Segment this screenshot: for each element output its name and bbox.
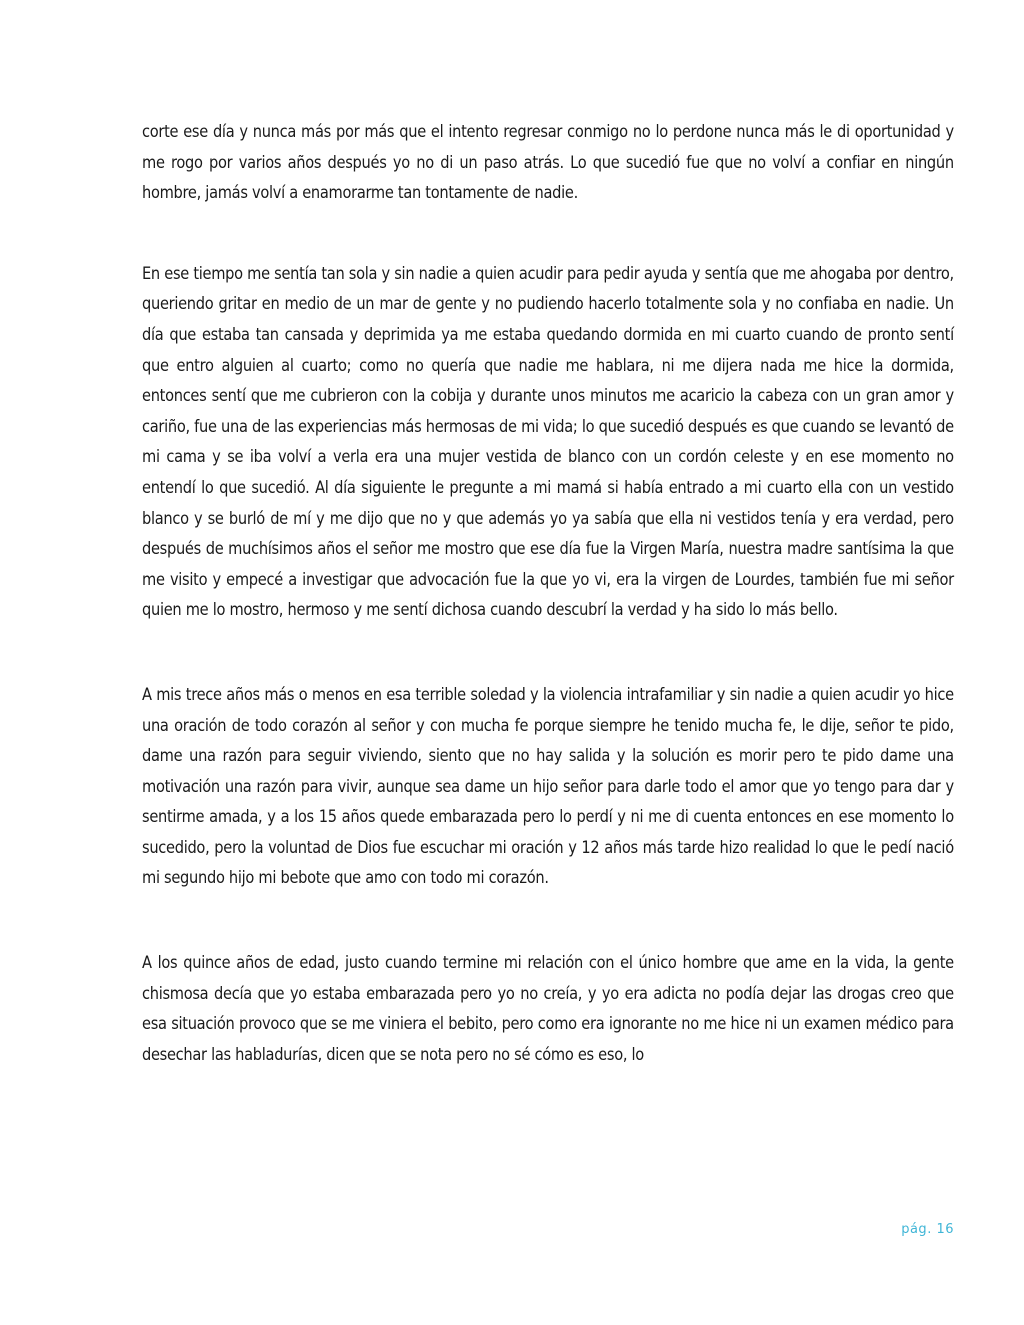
- paragraph-2: En ese tiempo me sentía tan sola y sin nadie a quien acudir para pedir ayuda y sentía que me ahogaba por dentro, queriendo gritar en medio de un mar de gente y no pudiendo hacerlo totalmente sola y no confiaba en nadie. Un día que estaba tan cansada y deprimida ya me estaba quedando dormida en mi cuarto cuando de pronto sentí que entro alguien al cuarto; como no quería que nadie me hablara, ni me dijera nada me hice la dormida, entonces sentí que me cubrieron con la cobija y durante unos minutos me acaricio la cabeza con un gran amor y cariño, fue una de las experiencias más hermosas de mi vida; lo que sucedió después es que cuando se levantó de mi cama y se iba volví a verla era una mujer vestida de blanco con un cordón celeste y en ese momento no entendí lo que sucedió. Al día siguiente le pregunte a mi mamá si había entrado a mi cuarto ella con un vestido blanco y se burló de mí y me dijo que no y que además yo ya sabía que ella ni vestidos tenía y era verdad, pero después de muchísimos años el señor me mostro que ese día fue la Virgen María, nuestra madre santísima la que me visito y empecé a investigar que advocación fue la que yo vi, era la virgen de Lourdes, también fue mi señor quien me lo mostro, hermoso y me sentí dichosa cuando descubrí la verdad y ha sido lo más bello.: [142, 263, 954, 621]
- paragraph-1: corte ese día y nunca más por más que el intento regresar conmigo no lo perdone nunca más le di oportunidad y me rogo por varios años después yo no di un paso atrás. Lo que sucedió fue que no volví a confiar en ningún hombre, jamás volví a enamorarme tan tontamente de nadie.: [142, 122, 954, 204]
- document-body: [142, 117, 954, 1070]
- paragraph-4: A los quince años de edad, justo cuando termine mi relación con el único hombre que ame en la vida, la gente chismosa decía que yo estaba embarazada pero yo no creía, y yo era adicta no podía dejar las drogas creo que esa situación provoco que se me viniera el bebito, pero como era ignorante no me hice ni un examen médico para desechar las habladurías, dicen que se nota pero no sé cómo es eso, lo: [142, 953, 954, 1065]
- page-number: pág. 16: [901, 1222, 954, 1237]
- paragraph-3: A mis trece años más o menos en esa terrible soledad y la violencia intrafamiliar y sin nadie a quien acudir yo hice una oración de todo corazón al señor y con mucha fe porque siempre he tenido mucha fe, le dije, señor te pido, dame una razón para seguir viviendo, siento que no hay salida y la solución es morir pero te pido dame una motivación una razón para vivir, aunque sea dame un hijo señor para darle todo el amor que yo tengo para dar y sentirme amada, y a los 15 años quede embarazada pero lo perdí y ni me di cuenta entonces en ese momento lo sucedido, pero la voluntad de Dios fue escuchar mi oración y 12 años más tarde hizo realidad lo que le pedí nació mi segundo hijo mi bebote que amo con todo mi corazón.: [142, 684, 954, 889]
